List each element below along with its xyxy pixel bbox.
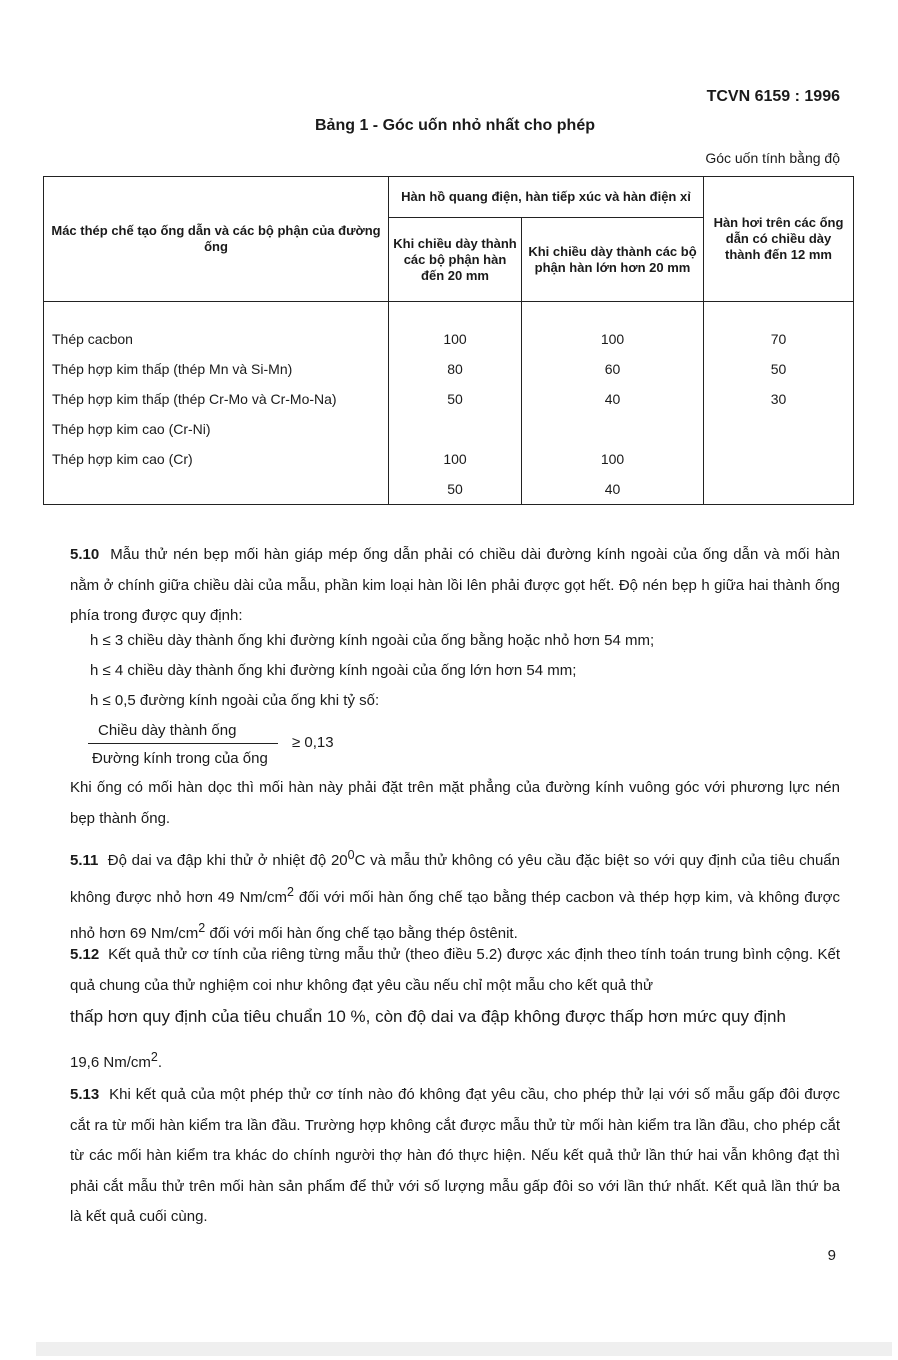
material-name: Thép hợp kim thấp (thép Mn và Si-Mn) xyxy=(44,354,389,384)
condition-item: h ≤ 3 chiều dày thành ống khi đường kính ngoài của ống bằng hoặc nhỏ hơn 54 mm; xyxy=(90,632,655,649)
section-5-10 xyxy=(70,540,840,632)
superscript: 0 xyxy=(347,848,355,862)
value-tail: . xyxy=(157,1054,162,1071)
arc-thin-value xyxy=(389,414,522,444)
fraction-denominator: Đường kính trong của ống xyxy=(92,750,268,767)
section-text: Độ dai va đập khi thử ở nhiệt độ 20 xyxy=(107,852,348,869)
header-material: Mác thép chế tạo ống dẫn và các bộ phận của đường ống xyxy=(44,177,389,302)
material-name: Thép cacbon xyxy=(44,324,389,354)
table-row xyxy=(44,384,854,414)
bend-angle-table xyxy=(43,176,854,505)
section-5-12-value xyxy=(70,1042,840,1079)
header-arc-thick: Khi chiều dày thành các bộ phận hàn lớn hơn 20 mm xyxy=(522,218,704,302)
table-row xyxy=(44,474,854,505)
material-name: Thép hợp kim cao (Cr) xyxy=(44,444,389,474)
fraction-relation: ≥ 0,13 xyxy=(292,734,334,751)
arc-thick-value: 100 xyxy=(522,444,704,474)
section-5-10-note: Khi ống có mối hàn dọc thì mối hàn này phải đặt trên mặt phẳng của đường kính vuông góc với phương lực nén bẹp thành ống. xyxy=(70,779,840,827)
gas-value xyxy=(704,414,854,444)
section-number: 5.11 xyxy=(70,852,99,869)
section-5-12 xyxy=(70,940,840,1001)
superscript: 2 xyxy=(150,1050,158,1064)
section-text: Kết quả thử cơ tính của riêng từng mẫu thử (theo điều 5.2) được xác định theo tính toán trung bình cộng. Kết quả chung của thử nghiệm coi như không đạt yêu cầu nếu chỉ một mẫu cho kết quả thử xyxy=(70,946,840,994)
arc-thin-value: 50 xyxy=(389,474,522,505)
section-number: 5.10 xyxy=(70,546,100,563)
section-text: Khi kết quả của một phép thử cơ tính nào đó không đạt yêu cầu, cho phép thử lại với số mẫu gấp đôi được cắt ra từ mối hàn kiểm tra lần đầu. Trường hợp không cắt được mẫu thử từ mối hàn kiểm tra lần đầu, cho phép cắt từ các mối hàn kiểm tra khác do chính người thợ hàn đó thực hiện. Nếu kết quả thử lần thứ hai vẫn không đạt thì phải cắt mẫu thử trên mối hàn sản phẩm để thử với số lượng mẫu gấp đôi so với lần thứ nhất. Kết quả lần thứ ba là kết quả cuối cùng. xyxy=(70,1086,840,1225)
arc-thick-value: 40 xyxy=(522,474,704,505)
superscript: 2 xyxy=(286,884,294,899)
arc-thin-value: 100 xyxy=(389,444,522,474)
gas-value: 50 xyxy=(704,354,854,384)
arc-thick-value: 100 xyxy=(522,324,704,354)
arc-thick-value xyxy=(522,414,704,444)
gas-value xyxy=(704,474,854,505)
section-text: Mẫu thử nén bẹp mối hàn giáp mép ống dẫn phải có chiều dài đường kính ngoài của ống dẫn và mối hàn nằm ở chính giữa chiều dài của mẫu, phần kim loại hàn lồi lên phải được gọt hết. Độ nén bẹp h giữa hai thành ống phía trong được quy định: xyxy=(70,546,840,624)
unit-note: Góc uốn tính bằng độ xyxy=(705,150,840,166)
arc-thin-value: 80 xyxy=(389,354,522,384)
fraction-bar xyxy=(88,743,278,744)
section-5-11 xyxy=(70,840,840,950)
material-name: Thép hợp kim thấp (thép Cr-Mo và Cr-Mo-Na) xyxy=(44,384,389,414)
section-number: 5.12 xyxy=(70,946,100,963)
gas-value: 70 xyxy=(704,324,854,354)
section-number: 5.13 xyxy=(70,1086,100,1103)
table-row xyxy=(44,354,854,384)
scan-edge xyxy=(36,1342,892,1356)
arc-thick-value: 40 xyxy=(522,384,704,414)
section-5-12-emphasis: thấp hơn quy định của tiêu chuẩn 10 %, còn độ dai va đập không được thấp hơn mức quy định xyxy=(70,1007,786,1026)
gas-value xyxy=(704,444,854,474)
header-arc-group: Hàn hồ quang điện, hàn tiếp xúc và hàn điện xỉ xyxy=(389,177,704,218)
arc-thin-value: 100 xyxy=(389,324,522,354)
header-gas: Hàn hơi trên các ống dẫn có chiều dày thành đến 12 mm xyxy=(704,177,854,302)
gas-value: 30 xyxy=(704,384,854,414)
table-row xyxy=(44,414,854,444)
condition-item: h ≤ 0,5 đường kính ngoài của ống khi tỷ số: xyxy=(90,692,380,709)
material-name xyxy=(44,474,389,505)
header-arc-thin: Khi chiều dày thành các bộ phận hàn đến 20 mm xyxy=(389,218,522,302)
section-text: đối với mối hàn ống chế tạo bằng thép cacbon và thép hợp kim, và không được nhỏ hơn 69 Nm/cm xyxy=(70,888,840,942)
table-title: Bảng 1 - Góc uốn nhỏ nhất cho phép xyxy=(315,117,595,134)
arc-thick-value: 60 xyxy=(522,354,704,384)
fraction-numerator: Chiều dày thành ống xyxy=(98,722,237,739)
value-text: 19,6 Nm/cm xyxy=(70,1054,151,1071)
section-5-13 xyxy=(70,1080,840,1233)
condition-item: h ≤ 4 chiều dày thành ống khi đường kính ngoài của ống lớn hơn 54 mm; xyxy=(90,662,577,679)
standard-code: TCVN 6159 : 1996 xyxy=(706,88,840,105)
table-row xyxy=(44,324,854,354)
table-row xyxy=(44,444,854,474)
page-number: 9 xyxy=(827,1247,836,1264)
section-text: đối với mối hàn ống chế tạo bằng thép ôstênit. xyxy=(205,925,518,942)
material-name: Thép hợp kim cao (Cr-Ni) xyxy=(44,414,389,444)
section-text: C và mẫu thử không có yêu cầu đặc biệt so với quy định của tiêu chuẩn không được nhỏ hơn 49 Nm/cm xyxy=(70,852,840,906)
superscript: 2 xyxy=(198,921,206,935)
arc-thin-value: 50 xyxy=(389,384,522,414)
